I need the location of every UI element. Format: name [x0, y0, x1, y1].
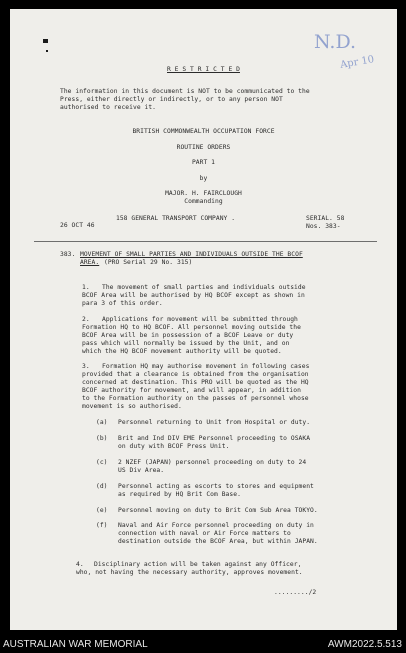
officer-name: MAJOR. H. FAIRCLOUGH [165, 190, 242, 197]
order-number: 383. [60, 251, 76, 258]
item-b-line-2: on duty with BCOF Press Unit. [118, 443, 230, 450]
item-c-line-2: US Div Area. [118, 467, 165, 474]
document-page [10, 9, 397, 630]
item-f-line-1: Naval and Air Force personnel proceeding on duty in [118, 522, 314, 529]
para-4-line-2: who, not having the necessary authority, approves movement. [76, 569, 303, 576]
para-2-line-3: BCOF Area will be in possession of a BCOF Leave or duty [82, 332, 294, 339]
header-rule [34, 241, 377, 242]
item-a-letter: (a) [96, 419, 108, 426]
para-3-line-4: BCOF authority for movement, and will appear, in addition [82, 387, 301, 394]
order-title-line-1: MOVEMENT OF SMALL PARTIES AND INDIVIDUALS OUTSIDE THE BCOF [80, 251, 303, 258]
para-3-line-1: Formation HQ may authorise movement in following cases [102, 363, 310, 370]
order-reference: (PRO Serial 29 No. 315) [104, 259, 193, 266]
para-2-number: 2. [82, 316, 90, 323]
para-3-line-5: to the Formation authority on the passes of personnel whose [82, 395, 309, 402]
footer-accession-number: AWM2022.5.513 [327, 639, 402, 650]
para-3-line-3: concerned at destination. This PRO will be quoted as the HQ [82, 379, 309, 386]
para-3-number: 3. [82, 363, 90, 370]
item-b-line-1: Brit and Ind DIV EME Personnel proceeding to OSAKA [118, 435, 311, 442]
orders-title: ROUTINE ORDERS [176, 144, 231, 151]
para-1-line-3: para 3 of this order. [82, 300, 163, 307]
item-c-line-1: 2 NZEF (JAPAN) personnel proceeding on duty to 24 [118, 459, 307, 466]
item-d-letter: (d) [96, 483, 108, 490]
para-4-number: 4. [76, 561, 84, 568]
item-f-line-2: connection with naval or Air Force matters to [118, 530, 291, 537]
officer-role: Commanding [184, 198, 223, 205]
handwritten-note: Apr 10 [339, 54, 376, 71]
item-e-line-1: Personnel moving on duty to Brit Com Sub Area TOKYO. [118, 507, 318, 514]
order-numbers: Nos. 383- [306, 223, 341, 230]
notice-line-1: The information in this document is NOT to be communicated to the [60, 88, 310, 95]
para-1-line-2: BCOF Area will be authorised by HQ BCOF except as shown in [82, 292, 305, 299]
archive-footer [0, 632, 406, 653]
para-2-line-2: Formation HQ to HQ BCOF. All personnel moving outside the [82, 324, 301, 331]
classification-heading: R E S T R I C T E D [167, 66, 240, 73]
item-f-letter: (f) [96, 522, 108, 529]
force-title: BRITISH COMMONWEALTH OCCUPATION FORCE [132, 128, 275, 135]
para-2-line-4: pass which will normally be issued by the Unit, and on [82, 340, 290, 347]
para-3-line-2: provided that a clearance is obtained from the organisation [82, 371, 309, 378]
para-2-line-1: Applications for movement will be submitted through [102, 316, 298, 323]
para-4-line-1: Disciplinary action will be taken against any Officer, [94, 561, 302, 568]
by-label: by [199, 175, 208, 182]
continuation-marker: ........./2 [274, 589, 317, 596]
punch-hole-mark-small [46, 50, 48, 52]
handwritten-initials: N.D. [314, 31, 357, 53]
item-f-line-3: destination outside the BCOF Area, but within JAPAN. [118, 538, 318, 545]
item-a-line-1: Personnel returning to Unit from Hospital or duty. [118, 419, 311, 426]
notice-line-3: authorised to receive it. [60, 104, 157, 111]
part-title: PART 1 [191, 159, 216, 166]
item-d-line-2: as required by HQ Brit Com Base. [118, 491, 241, 498]
company-name: 158 GENERAL TRANSPORT COMPANY . [116, 215, 236, 222]
order-title-line-2: AREA. [80, 259, 100, 266]
para-2-line-5: which the HQ BCOF movement authority will be quoted. [82, 348, 282, 355]
punch-hole-mark [43, 39, 48, 43]
order-date: 26 OCT 46 [60, 222, 95, 229]
para-1-line-1: The movement of small parties and individuals outside [102, 284, 306, 291]
item-b-letter: (b) [96, 435, 108, 442]
item-e-letter: (e) [96, 507, 108, 514]
footer-institution: AUSTRALIAN WAR MEMORIAL [3, 639, 148, 650]
para-3-line-6: movement is so authorised. [82, 403, 182, 410]
serial-number: SERIAL. 58 [306, 215, 345, 222]
item-d-line-1: Personnel acting as escorts to stores and equipment [118, 483, 314, 490]
para-1-number: 1. [82, 284, 90, 291]
item-c-letter: (c) [96, 459, 108, 466]
notice-line-2: Press, either directly or indirectly, or to any person NOT [60, 96, 283, 103]
